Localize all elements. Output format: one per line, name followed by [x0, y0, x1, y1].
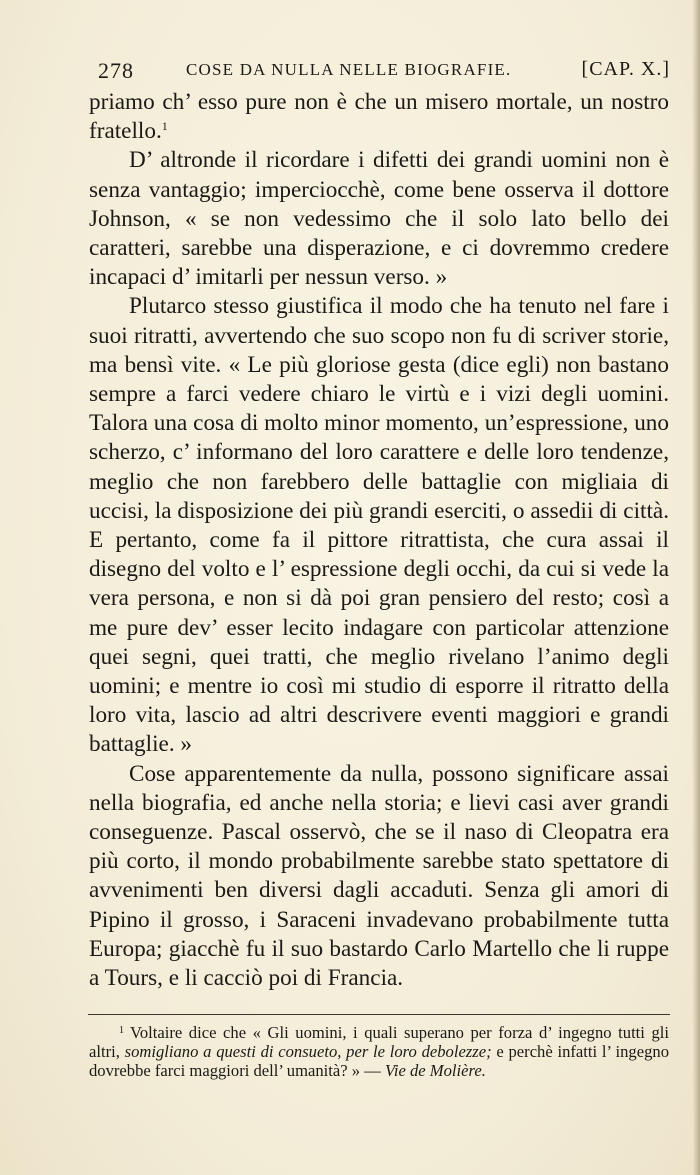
page-edge-shadow — [692, 0, 700, 1175]
page-number: 278 — [98, 58, 134, 83]
footnote — [89, 1023, 669, 1080]
paragraph-text: priamo ch’ esso pure non è che un misero mortale, un nostro fratello. — [89, 89, 669, 145]
paragraph: Plutarco stesso giustifica il modo che ha tenuto nel fare i suoi ritratti, avvertendo che suo scopo non fu di scriver storie, ma bensì vite. « Le più gloriose gesta (dice egli) non bastano sempre a farci vedere chiaro le virtù e i vizi degli uomini. Talora una cosa di molto minor momento, un’espressione, uno scherzo, c’ informano del loro carattere e delle loro tendenze, meglio che non farebbero delle battaglie con migliaia di uccisi, la disposizione dei più grandi eserciti, o assedii di città. E pertanto, come fa il pittore ritrattista, che cura assai il disegno del volto e l’ espressione degli occhi, da cui si vede la vera persona, e non si dà poi gran pensiero del resto; così a me pure dev’ esser lecito indagare con particolar attenzione quei segni, quei tratti, che meglio rivelano l’animo degli uomini; e mentre io così mi studio di esporre il ritratto della loro vita, lascio ad altri descrivere eventi maggiori e grandi battaglie. » — [89, 293, 669, 758]
main-text — [89, 88, 669, 993]
footnote-source-italic: Vie de Molière. — [384, 1061, 486, 1080]
footnote-paragraph — [89, 1023, 669, 1080]
footnote-quote-italic: somigliano a questi di consueto, per le loro debolezze; — [124, 1042, 492, 1061]
footnote-text: e perchè infatti l’ ingegno dovrebbe farci maggiori dell’ umanità? » — — [89, 1042, 669, 1080]
chapter-reference: [CAP. X.] — [581, 58, 670, 80]
running-title: COSE DA NULLA NELLE BIOGRAFIE. — [186, 60, 512, 79]
paragraph-continued — [89, 88, 669, 146]
footnote-reference: 1 — [161, 119, 168, 134]
paragraph: D’ altronde il ricordare i difetti dei grandi uomini non è senza vantaggio; imperciocchè, come bene osserva il dottore Johnson, « se non vedessimo che il solo lato bello dei caratteri, sarebbe una disperazione, e ci dovremmo credere incapaci d’ imitarli per nessun verso. » — [89, 147, 669, 291]
running-head — [98, 58, 670, 88]
footnote-text: Voltaire dice che « Gli uomini, i quali superano per forza d’ ingegno tutti gli altri, — [89, 1023, 669, 1061]
footnote-number: 1 — [119, 1025, 124, 1036]
footnote-divider — [88, 1014, 670, 1015]
paragraph: Cose apparentemente da nulla, possono significare assai nella biografia, ed anche nella storia; e lievi casi aver grandi conseguenze. Pascal osservò, che se il naso di Cleopatra era più corto, il mondo probabilmente sarebbe stato spettatore di avvenimenti ben diversi dagli accaduti. Senza gli amori di Pipino il grosso, i Saraceni invadevano probabilmente tutta Europa; giacchè fu il suo bastardo Carlo Martello che li ruppe a Tours, e li cacciò poi di Francia. — [89, 760, 669, 992]
